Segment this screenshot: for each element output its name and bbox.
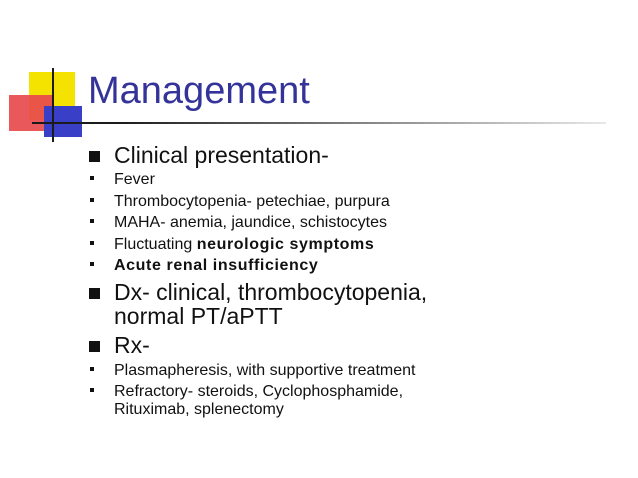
sub-bullet-item — [89, 236, 619, 254]
slide-title: Management — [88, 70, 310, 112]
decor-vertical-line — [52, 68, 54, 142]
bullet-item-clinical — [89, 143, 619, 167]
square-bullet-icon — [89, 288, 100, 299]
bullet-text-bold: Acute renal insufficiency — [114, 257, 319, 274]
bullet-text: Dx- clinical, thrombocytopenia, normal PT/aPTT — [114, 279, 428, 329]
bullet-text: MAHA- anemia, jaundice, schistocytes — [114, 214, 387, 231]
small-bullet-icon — [90, 367, 94, 371]
sub-bullet-item — [89, 383, 464, 419]
bullet-text: Plasmapheresis, with supportive treatment — [114, 362, 416, 379]
sub-bullet-item — [89, 257, 619, 275]
small-bullet-icon — [90, 388, 94, 392]
bullet-text: Thrombocytopenia- petechiae, purpura — [114, 193, 390, 210]
bullet-text: Clinical presentation- — [114, 142, 329, 168]
bullet-text-bold: neurologic symptoms — [196, 236, 375, 253]
square-bullet-icon — [89, 341, 100, 352]
bullet-text — [114, 236, 619, 254]
bullet-text: Rx- — [114, 332, 150, 358]
small-bullet-icon — [90, 262, 94, 266]
sub-bullet-item — [89, 362, 619, 380]
bullet-item-rx — [89, 333, 619, 357]
small-bullet-icon — [90, 219, 94, 223]
bullet-item-dx — [89, 280, 489, 328]
bullet-text: Fever — [114, 171, 155, 188]
bullet-text: Refractory- steroids, Cyclophosphamide, Rituximab, splenectomy — [114, 383, 404, 418]
sub-bullet-item — [89, 193, 619, 211]
title-underline — [32, 122, 606, 124]
small-bullet-icon — [90, 176, 94, 180]
sub-bullet-item — [89, 214, 619, 232]
bullet-text-plain: Fluctuating — [114, 236, 197, 253]
square-bullet-icon — [89, 151, 100, 162]
sub-bullet-item — [89, 171, 619, 189]
small-bullet-icon — [90, 241, 94, 245]
small-bullet-icon — [90, 198, 94, 202]
